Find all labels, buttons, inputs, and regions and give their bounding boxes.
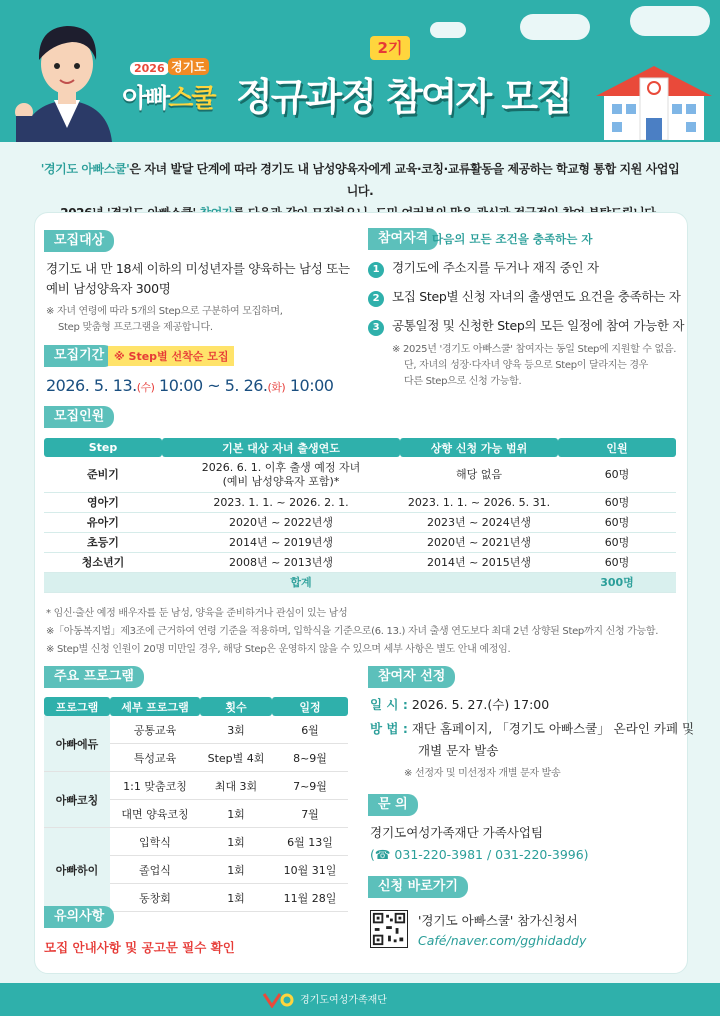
recruit-note-3: ※ Step별 신청 인원이 20명 미만일 경우, 해당 Step은 운영하지 않을 수 있으며 세부 사항은 별도 안내 예정임. xyxy=(46,644,511,655)
section-qualification: 참여자격 xyxy=(368,228,438,250)
section-programs: 주요 프로그램 xyxy=(44,666,144,688)
qualification-item-2: 2 모집 Step별 신청 자녀의 출생연도 요건을 충족하는 자 xyxy=(368,286,680,308)
foundation-logo-icon xyxy=(262,992,294,1008)
section-target: 모집대상 xyxy=(44,230,114,252)
table-row: 졸업식 1회 10월 31일 xyxy=(44,856,348,884)
recruit-period-dates: 2026. 5. 13.(수) 10:00 ~ 5. 26.(화) 10:00 xyxy=(46,376,334,395)
intro-text: '경기도 아빠스쿨'은 자녀 발달 단계에 따라 경기도 내 남성양육자에게 교육·코칭·교류활동을 제공하는 학교형 통합 지원 사업입니다. xyxy=(40,162,680,198)
contact-phone[interactable]: (☎ 031-220-3981 / 031-220-3996) xyxy=(370,847,589,862)
table-row: 청소년기 2008년 ~ 2013년생 2014년 ~ 2015년생 60명 xyxy=(44,553,676,573)
recruit-note-1: * 임신·출산 예정 배우자를 둔 남성, 양육을 준비하거나 관심이 있는 남성 xyxy=(46,608,348,619)
recruit-total-row: 합계 300명 xyxy=(44,573,676,593)
section-contact: 문 의 xyxy=(368,794,418,816)
section-period: 모집기간 xyxy=(44,345,114,367)
caution-text: 모집 안내사항 및 공고문 필수 확인 xyxy=(44,940,235,955)
contact-org: 경기도여성가족재단 가족사업팀 xyxy=(370,825,544,840)
table-row: 초등기 2014년 ~ 2019년생 2020년 ~ 2021년생 60명 xyxy=(44,533,676,553)
table-row: 대면 양육코칭 1회 7월 xyxy=(44,800,348,828)
section-apply: 신청 바로가기 xyxy=(368,876,468,898)
qualification-subtitle: 다음의 모든 조건을 충족하는 자 xyxy=(432,232,593,246)
table-row: 준비기 2026. 6. 1. 이후 출생 예정 자녀 (예비 남성양육자 포함)* 해당 없음 60명 xyxy=(44,457,676,493)
programs-table-header: 프로그램 세부 프로그램 횟수 일정 xyxy=(44,697,348,716)
qualification-note-2: 단, 자녀의 성장·다자녀 양육 등으로 Step이 달라지는 경우 xyxy=(404,360,649,371)
table-row: 동창회 1회 11월 28일 xyxy=(44,884,348,912)
footer-org-name: 경기도여성가족재단 xyxy=(300,995,387,1006)
selection-note: ※ 선정자 및 미선정자 개별 문자 발송 xyxy=(404,768,561,779)
father-character-illustration xyxy=(12,8,122,142)
recruit-table-header: Step 기본 대상 자녀 출생연도 상향 신청 가능 범위 인원 xyxy=(44,438,676,457)
target-text-1: 경기도 내 만 18세 이하의 미성년자를 양육하는 남성 또는 xyxy=(46,261,350,276)
table-row: 아빠에듀 공통교육 3회 6월 xyxy=(44,716,348,744)
selection-date: 일 시 : 2026. 5. 27.(수) 17:00 xyxy=(370,697,550,712)
school-building-illustration xyxy=(596,60,712,140)
generation-badge: 2기 xyxy=(370,36,410,60)
recruit-table xyxy=(44,438,676,593)
footer xyxy=(0,983,720,1016)
target-note-2: Step 맞춤형 프로그램을 제공합니다. xyxy=(58,322,213,333)
section-caution: 유의사항 xyxy=(44,906,114,928)
apply-title: '경기도 아빠스쿨' 참가신청서 xyxy=(418,913,578,928)
header-banner xyxy=(0,0,720,142)
table-row: 아빠코칭 1:1 맞춤코칭 최대 3회 7~9월 xyxy=(44,772,348,800)
aappa-school-logo: 2026 경기도 아빠스쿨 xyxy=(122,60,215,114)
section-selection: 참여자 선정 xyxy=(368,666,455,688)
qualification-item-1: 1 경기도에 주소지를 두거나 재직 중인 자 xyxy=(368,257,599,279)
apply-link[interactable]: Café/naver.com/gghidaddy xyxy=(418,933,587,948)
qr-code-icon[interactable] xyxy=(370,910,408,948)
table-row: 특성교육 Step별 4회 8~9월 xyxy=(44,744,348,772)
page-title: 정규과정 참여자 모집 xyxy=(236,75,571,119)
first-come-badge: ※ Step별 선착순 모집 xyxy=(108,346,234,366)
recruit-note-2: ※「아동복지법」제3조에 근거하여 연령 기준을 적용하며, 입학식을 기준으로(6. 13.) 자녀 출생 연도보다 최대 2년 상향된 Step까지 신청 가능함. xyxy=(46,626,659,637)
programs-table xyxy=(44,697,348,912)
selection-method-2: 개별 문자 발송 xyxy=(418,743,499,758)
selection-method: 방 법 : 재단 홈페이지, 「경기도 아빠스쿨」 온라인 카페 및 xyxy=(370,721,695,736)
qualification-item-3: 3 공통일정 및 신청한 Step의 모든 일정에 참여 가능한 자 xyxy=(368,315,684,337)
table-row: 유아기 2020년 ~ 2022년생 2023년 ~ 2024년생 60명 xyxy=(44,513,676,533)
qualification-note-3: 다른 Step으로 신청 가능함. xyxy=(404,376,522,387)
target-note-1: ※ 자녀 연령에 따라 5개의 Step으로 구분하여 모집하며, xyxy=(46,306,283,317)
target-text-2: 예비 남성양육자 300명 xyxy=(46,281,171,296)
table-row: 영아기 2023. 1. 1. ~ 2026. 2. 1. 2023. 1. 1. ~ 2026. 5. 31. 60명 xyxy=(44,493,676,513)
section-recruit: 모집인원 xyxy=(44,406,114,428)
qualification-note-1: ※ 2025년 '경기도 아빠스쿨' 참여자는 동일 Step에 지원할 수 없음. xyxy=(392,344,677,355)
table-row: 아빠하이 입학식 1회 6월 13일 xyxy=(44,828,348,856)
